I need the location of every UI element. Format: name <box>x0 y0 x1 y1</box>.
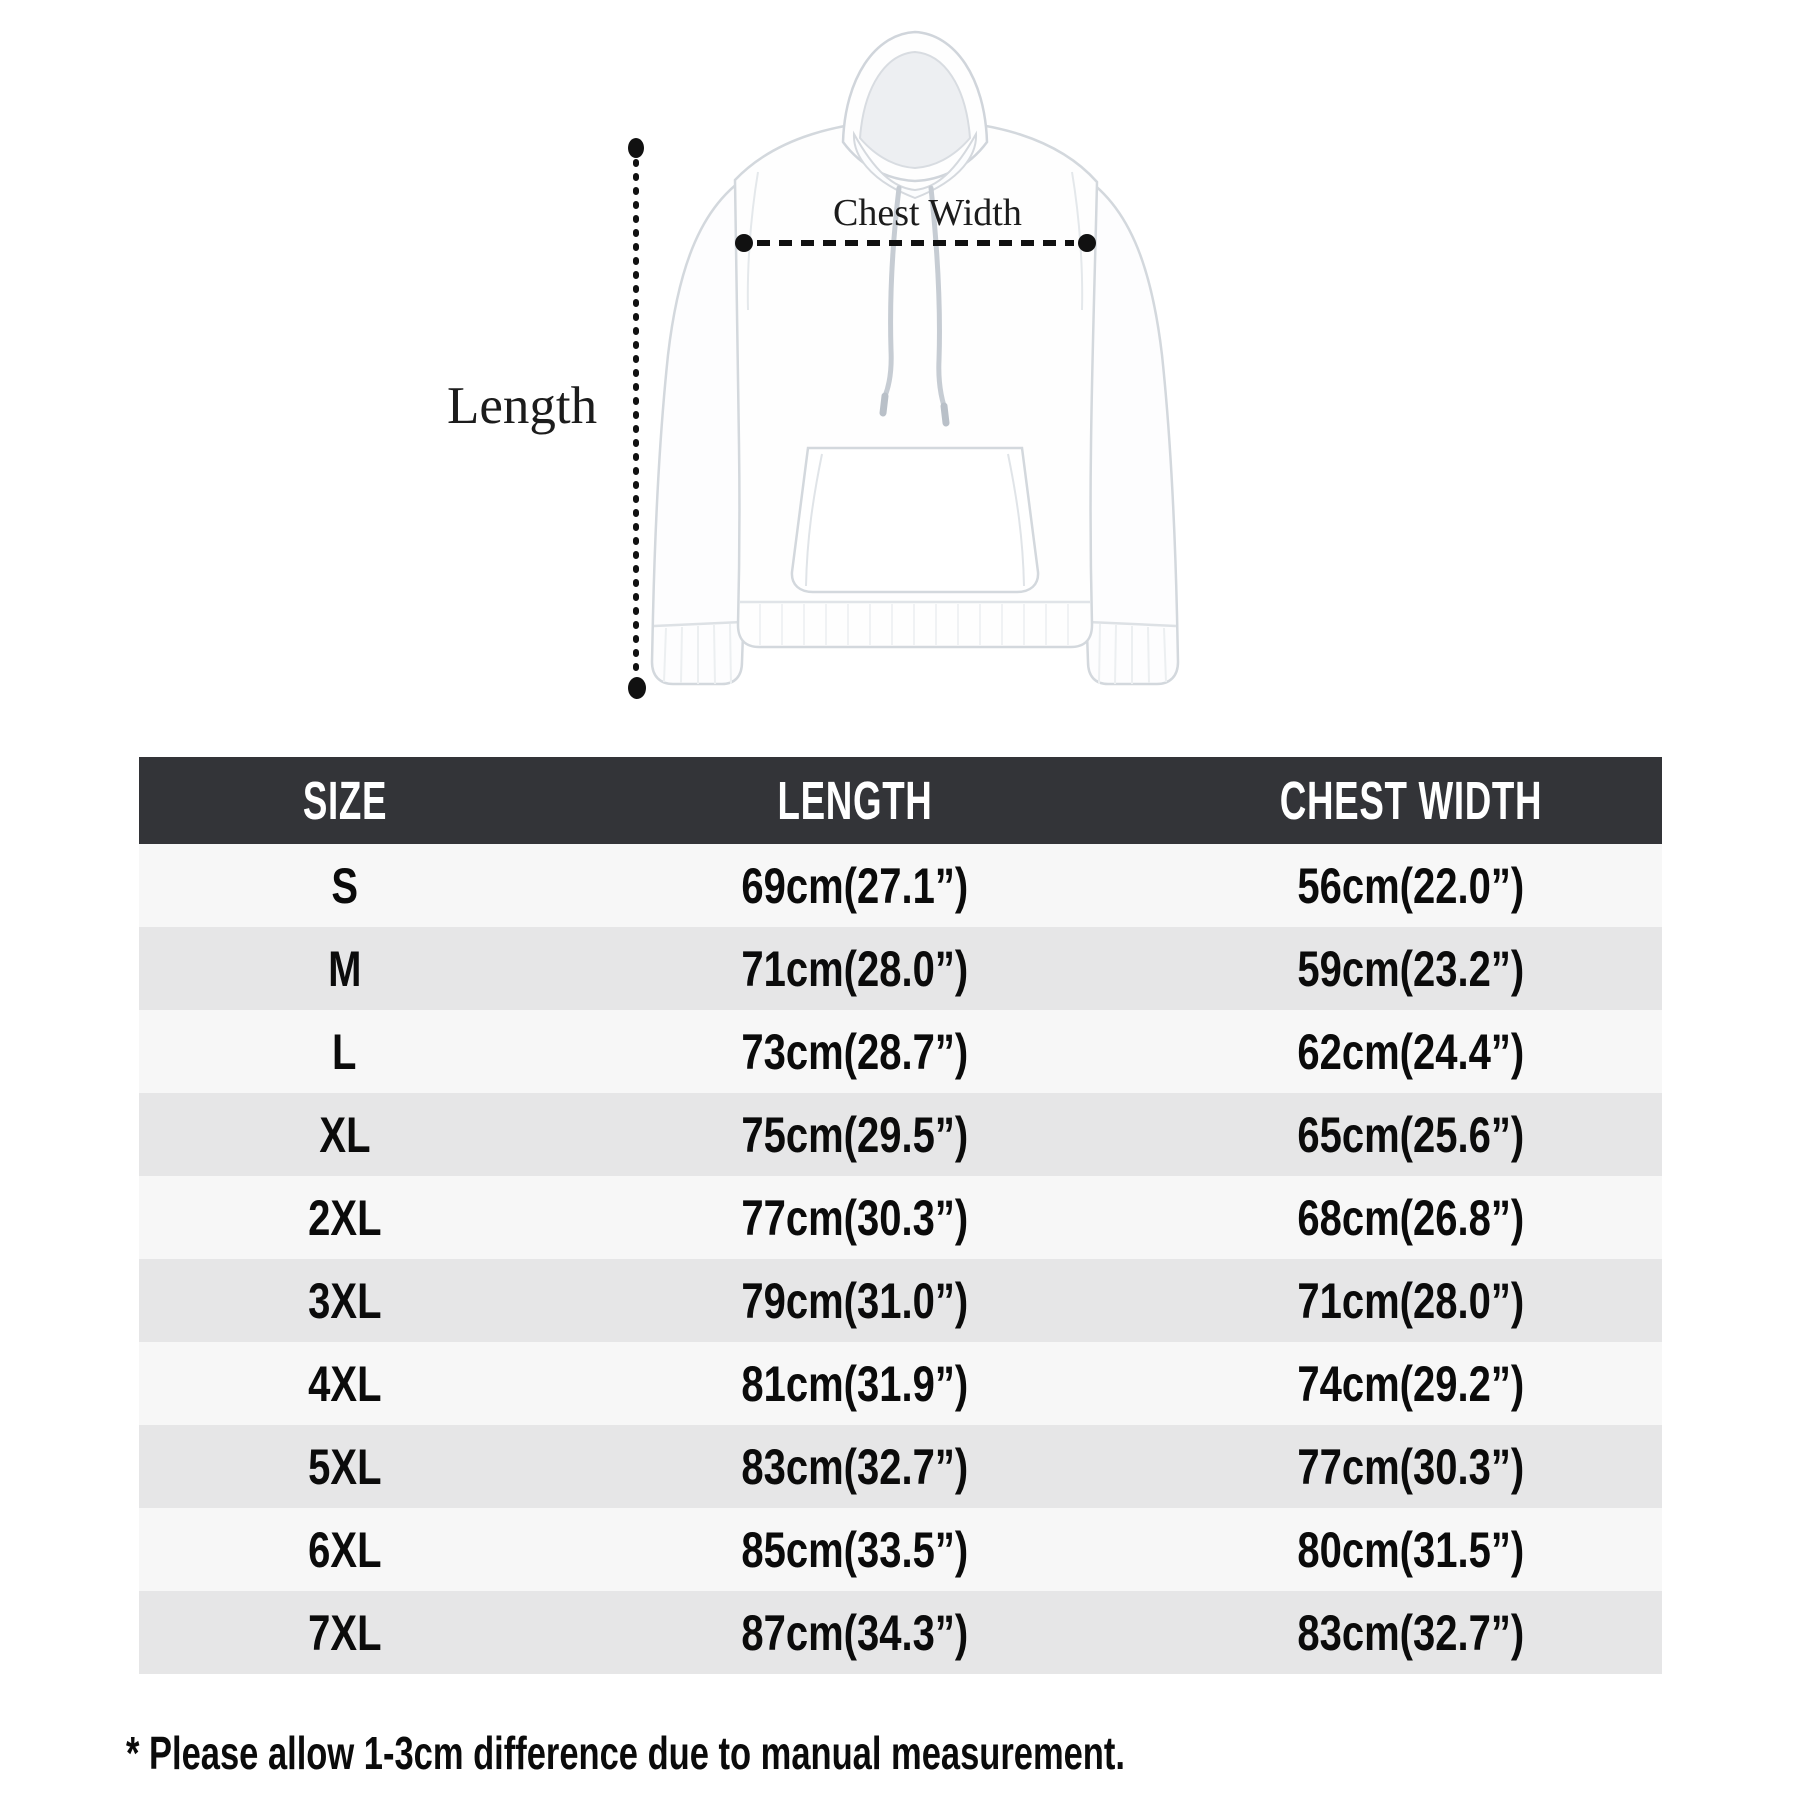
table-row <box>139 1176 1662 1259</box>
chest-width-cell: 65cm(25.6”) <box>1297 1106 1525 1163</box>
table-row <box>139 1591 1662 1674</box>
hoodie-image <box>600 20 1200 710</box>
length-cell: 69cm(27.1”) <box>741 857 969 914</box>
table-row <box>139 844 1662 927</box>
size-cell: S <box>331 857 358 914</box>
chest-width-cell: 80cm(31.5”) <box>1297 1521 1525 1578</box>
length-cell: 79cm(31.0”) <box>741 1272 969 1329</box>
length-cell: 73cm(28.7”) <box>741 1023 969 1080</box>
size-chart-table <box>139 757 1662 1674</box>
size-chart-body <box>139 844 1662 1674</box>
size-cell: 5XL <box>307 1438 382 1495</box>
length-cell: 75cm(29.5”) <box>741 1106 969 1163</box>
size-cell: 7XL <box>307 1604 382 1661</box>
chest-width-cell: 83cm(32.7”) <box>1297 1604 1525 1661</box>
chest-width-label: Chest Width <box>833 192 1022 234</box>
table-row <box>139 1259 1662 1342</box>
length-cell: 81cm(31.9”) <box>741 1355 969 1412</box>
measurement-disclaimer: * Please allow 1-3cm difference due to manual measurement. <box>126 1727 1125 1779</box>
length-cell: 87cm(34.3”) <box>741 1604 969 1661</box>
size-cell: 4XL <box>307 1355 382 1412</box>
length-cell: 83cm(32.7”) <box>741 1438 969 1495</box>
table-row <box>139 1093 1662 1176</box>
chest-width-cell: 56cm(22.0”) <box>1297 857 1525 914</box>
chest-width-cell: 59cm(23.2”) <box>1297 940 1525 997</box>
column-header-size: SIZE <box>302 770 387 831</box>
table-row <box>139 1010 1662 1093</box>
chest-width-cell: 77cm(30.3”) <box>1297 1438 1525 1495</box>
size-cell: 2XL <box>307 1189 382 1246</box>
length-cell: 85cm(33.5”) <box>741 1521 969 1578</box>
length-cell: 71cm(28.0”) <box>741 940 969 997</box>
chest-width-cell: 74cm(29.2”) <box>1297 1355 1525 1412</box>
length-cell: 77cm(30.3”) <box>741 1189 969 1246</box>
length-label: Length <box>447 377 598 435</box>
table-header-row <box>139 757 1662 844</box>
table-row <box>139 1425 1662 1508</box>
column-header-chest-width: CHEST WIDTH <box>1279 770 1542 831</box>
chest-width-cell: 68cm(26.8”) <box>1297 1189 1525 1246</box>
chest-width-cell: 62cm(24.4”) <box>1297 1023 1525 1080</box>
table-row <box>139 927 1662 1010</box>
column-header-length: LENGTH <box>777 770 933 831</box>
size-cell: XL <box>319 1106 371 1163</box>
size-cell: 6XL <box>307 1521 382 1578</box>
size-cell: 3XL <box>307 1272 382 1329</box>
size-cell: L <box>332 1023 357 1080</box>
size-cell: M <box>327 940 362 997</box>
table-row <box>139 1508 1662 1591</box>
table-row <box>139 1342 1662 1425</box>
chest-width-cell: 71cm(28.0”) <box>1297 1272 1525 1329</box>
